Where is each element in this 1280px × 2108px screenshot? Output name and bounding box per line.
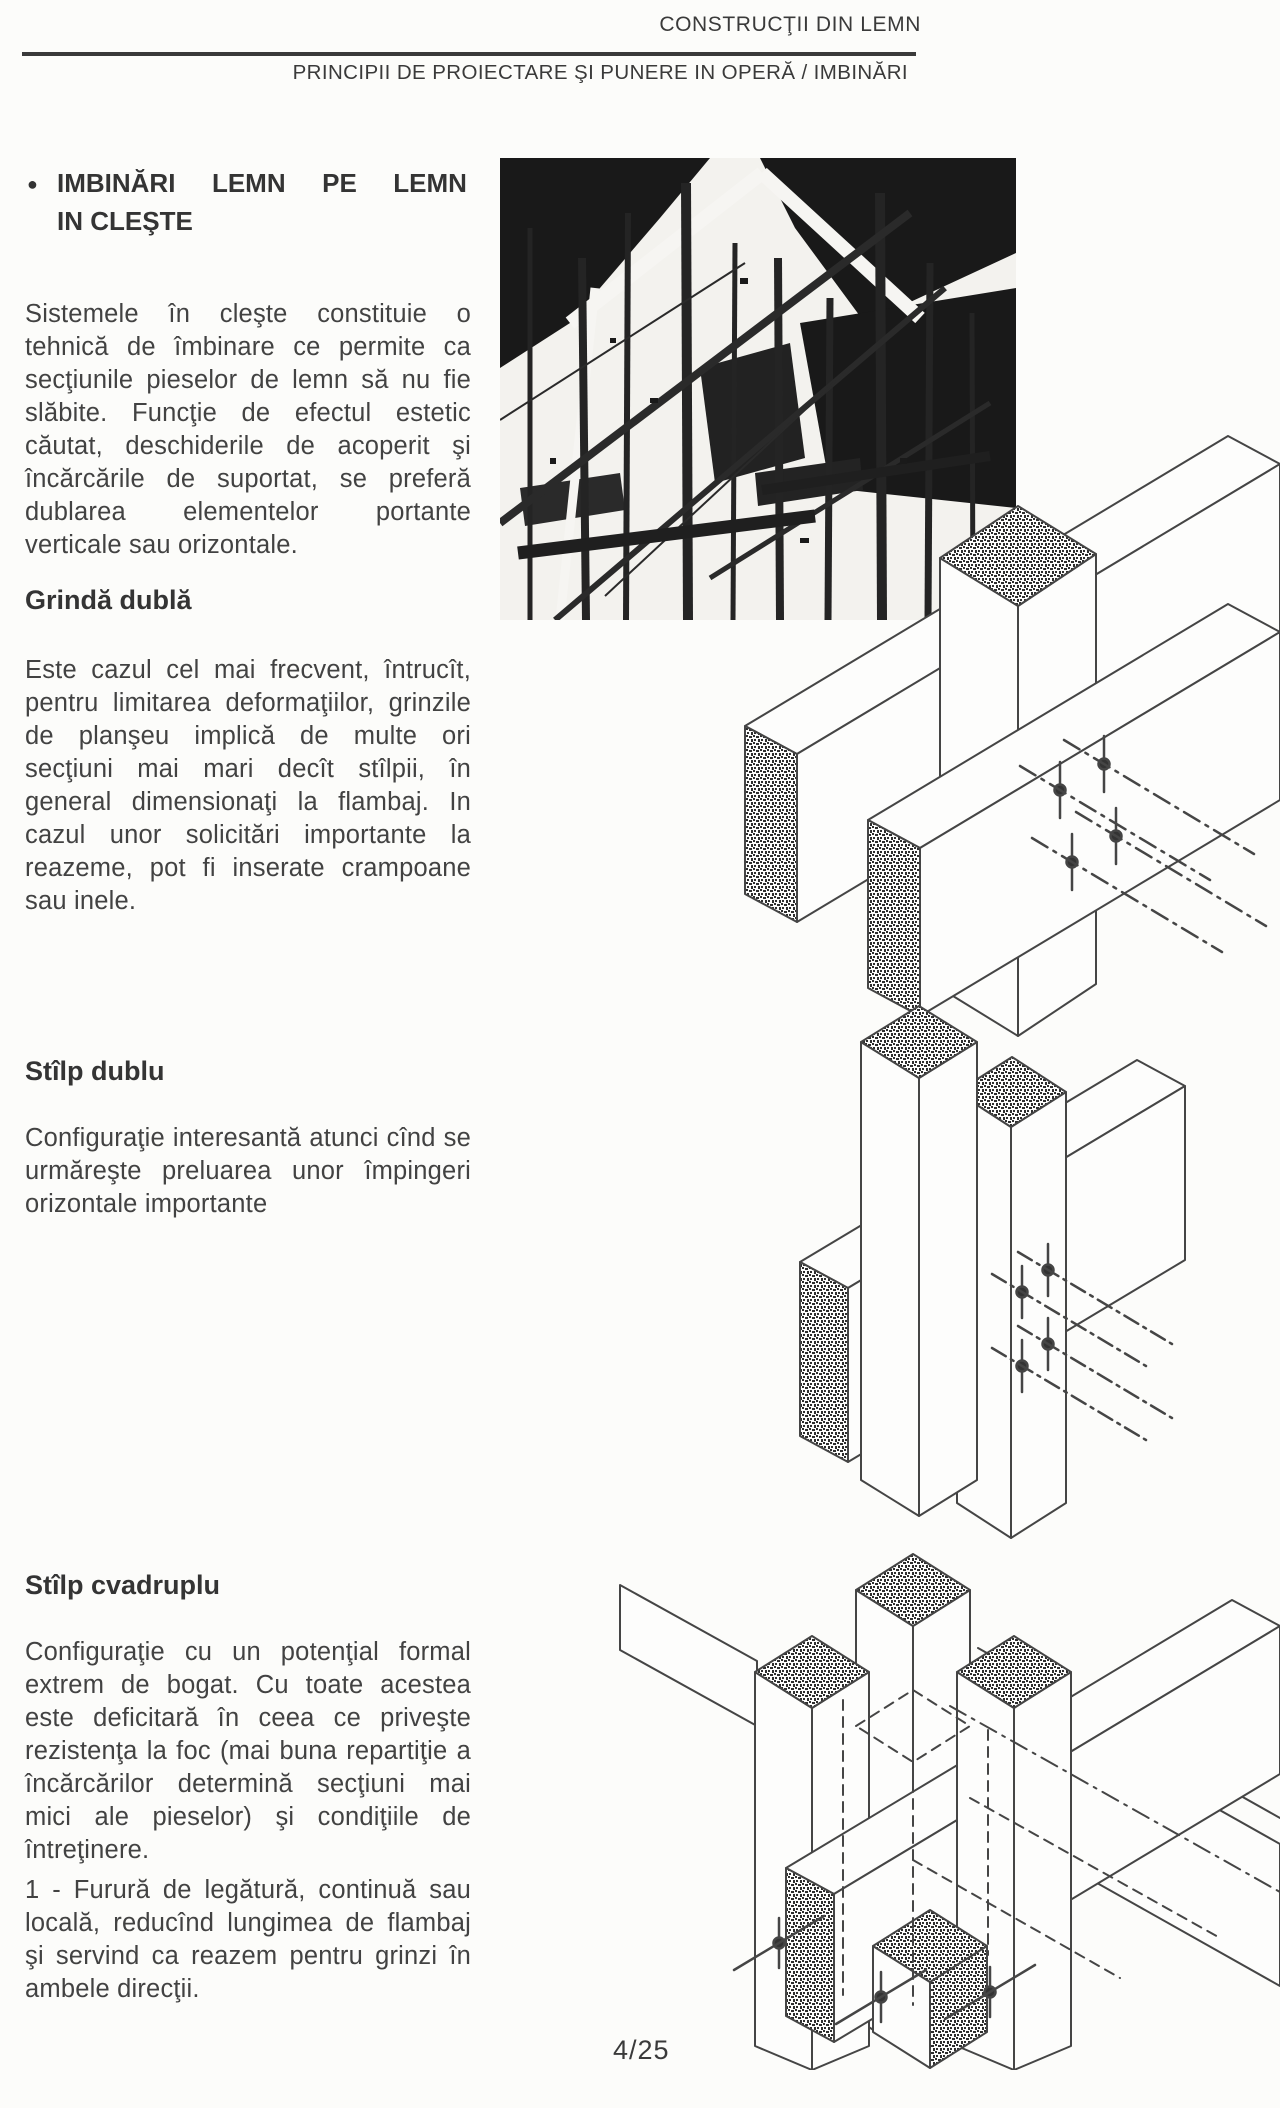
subheading-grinda-dubla: Grindă dublă: [25, 585, 192, 615]
paragraph-furura-note: 1 - Furură de legătură, continuă sau locală, reducînd lungimea de flambaj şi servind ca reazem pentru grinzi în ambele direcţii.: [25, 1875, 471, 2003]
heading-word: LEMN: [393, 168, 467, 198]
beam-end-grain: [800, 1262, 848, 1462]
subheading-stilp-dublu: Stîlp dublu: [25, 1056, 165, 1086]
paragraph-grinda-dubla: Este cazul cel mai frecvent, întrucît, pentru limitarea deformaţiilor, grinzile de planşeu implică de multe ori secţiuni mai mari decît stîlpii, în general dimensionaţi la flambaj. In cazul unor solicitări importante la reazeme, pot fi inserate crampoane sau inele.: [25, 655, 471, 915]
header-subtitle: PRINCIPII DE PROIECTARE ŞI PUNERE IN OPERĂ / IMBINĂRI: [292, 61, 908, 84]
drawing-stilp-dublu: [800, 1006, 1185, 1538]
paragraph-stilp-dublu: Configuraţie interesantă atunci cînd se urmăreşte preluarea unor împingeri orizontale importante: [25, 1123, 471, 1218]
beam-end-grain: [786, 1868, 834, 2042]
paragraph-stilp-cvadruplu: Configuraţie cu un potenţial formal extrem de bogat. Cu toate acestea este deficitară în ceea ce priveşte rezistenţa la foc (mai buna repartiţie a încărcărilor determină secţiuni mai mici ale pieselor) şi condiţiile de întreţinere.: [25, 1637, 471, 1864]
header-title: CONSTRUCŢII DIN LEMN: [659, 13, 921, 36]
heading-word: IMBINĂRI: [57, 168, 176, 198]
paragraph-intro: Sistemele în cleşte constituie o tehnică de îmbinare ce permite ca secţiunile pieselor de lemn să nu fie slăbite. Funcţie de efectul estetic căutat, deschiderile de acoperit şi încărcările de suportat, se preferă dublarea elementelor portante verticale sau orizontale.: [25, 299, 471, 559]
drawing-grinda-dubla: [745, 436, 1280, 1036]
heading-line-1: [57, 168, 467, 199]
joint-drawings: [480, 330, 1280, 2070]
header-rule: [22, 52, 916, 56]
heading-line-2: IN CLEŞTE: [57, 206, 193, 236]
left-post: [861, 1006, 977, 1516]
subheading-stilp-cvadruplu: Stîlp cvadruplu: [25, 1570, 221, 1600]
heading-word: LEMN: [211, 168, 286, 198]
beam-stub: [620, 1585, 757, 1726]
bullet-icon: ●: [27, 174, 38, 194]
beam-end-grain: [868, 820, 920, 1016]
page-number: 4/25: [613, 2035, 670, 2065]
section-heading-imbinari: [57, 168, 467, 237]
heading-word: PE: [322, 168, 357, 198]
drawing-stilp-cvadruplu: [620, 1554, 1280, 2070]
beam-end-grain: [745, 726, 797, 922]
